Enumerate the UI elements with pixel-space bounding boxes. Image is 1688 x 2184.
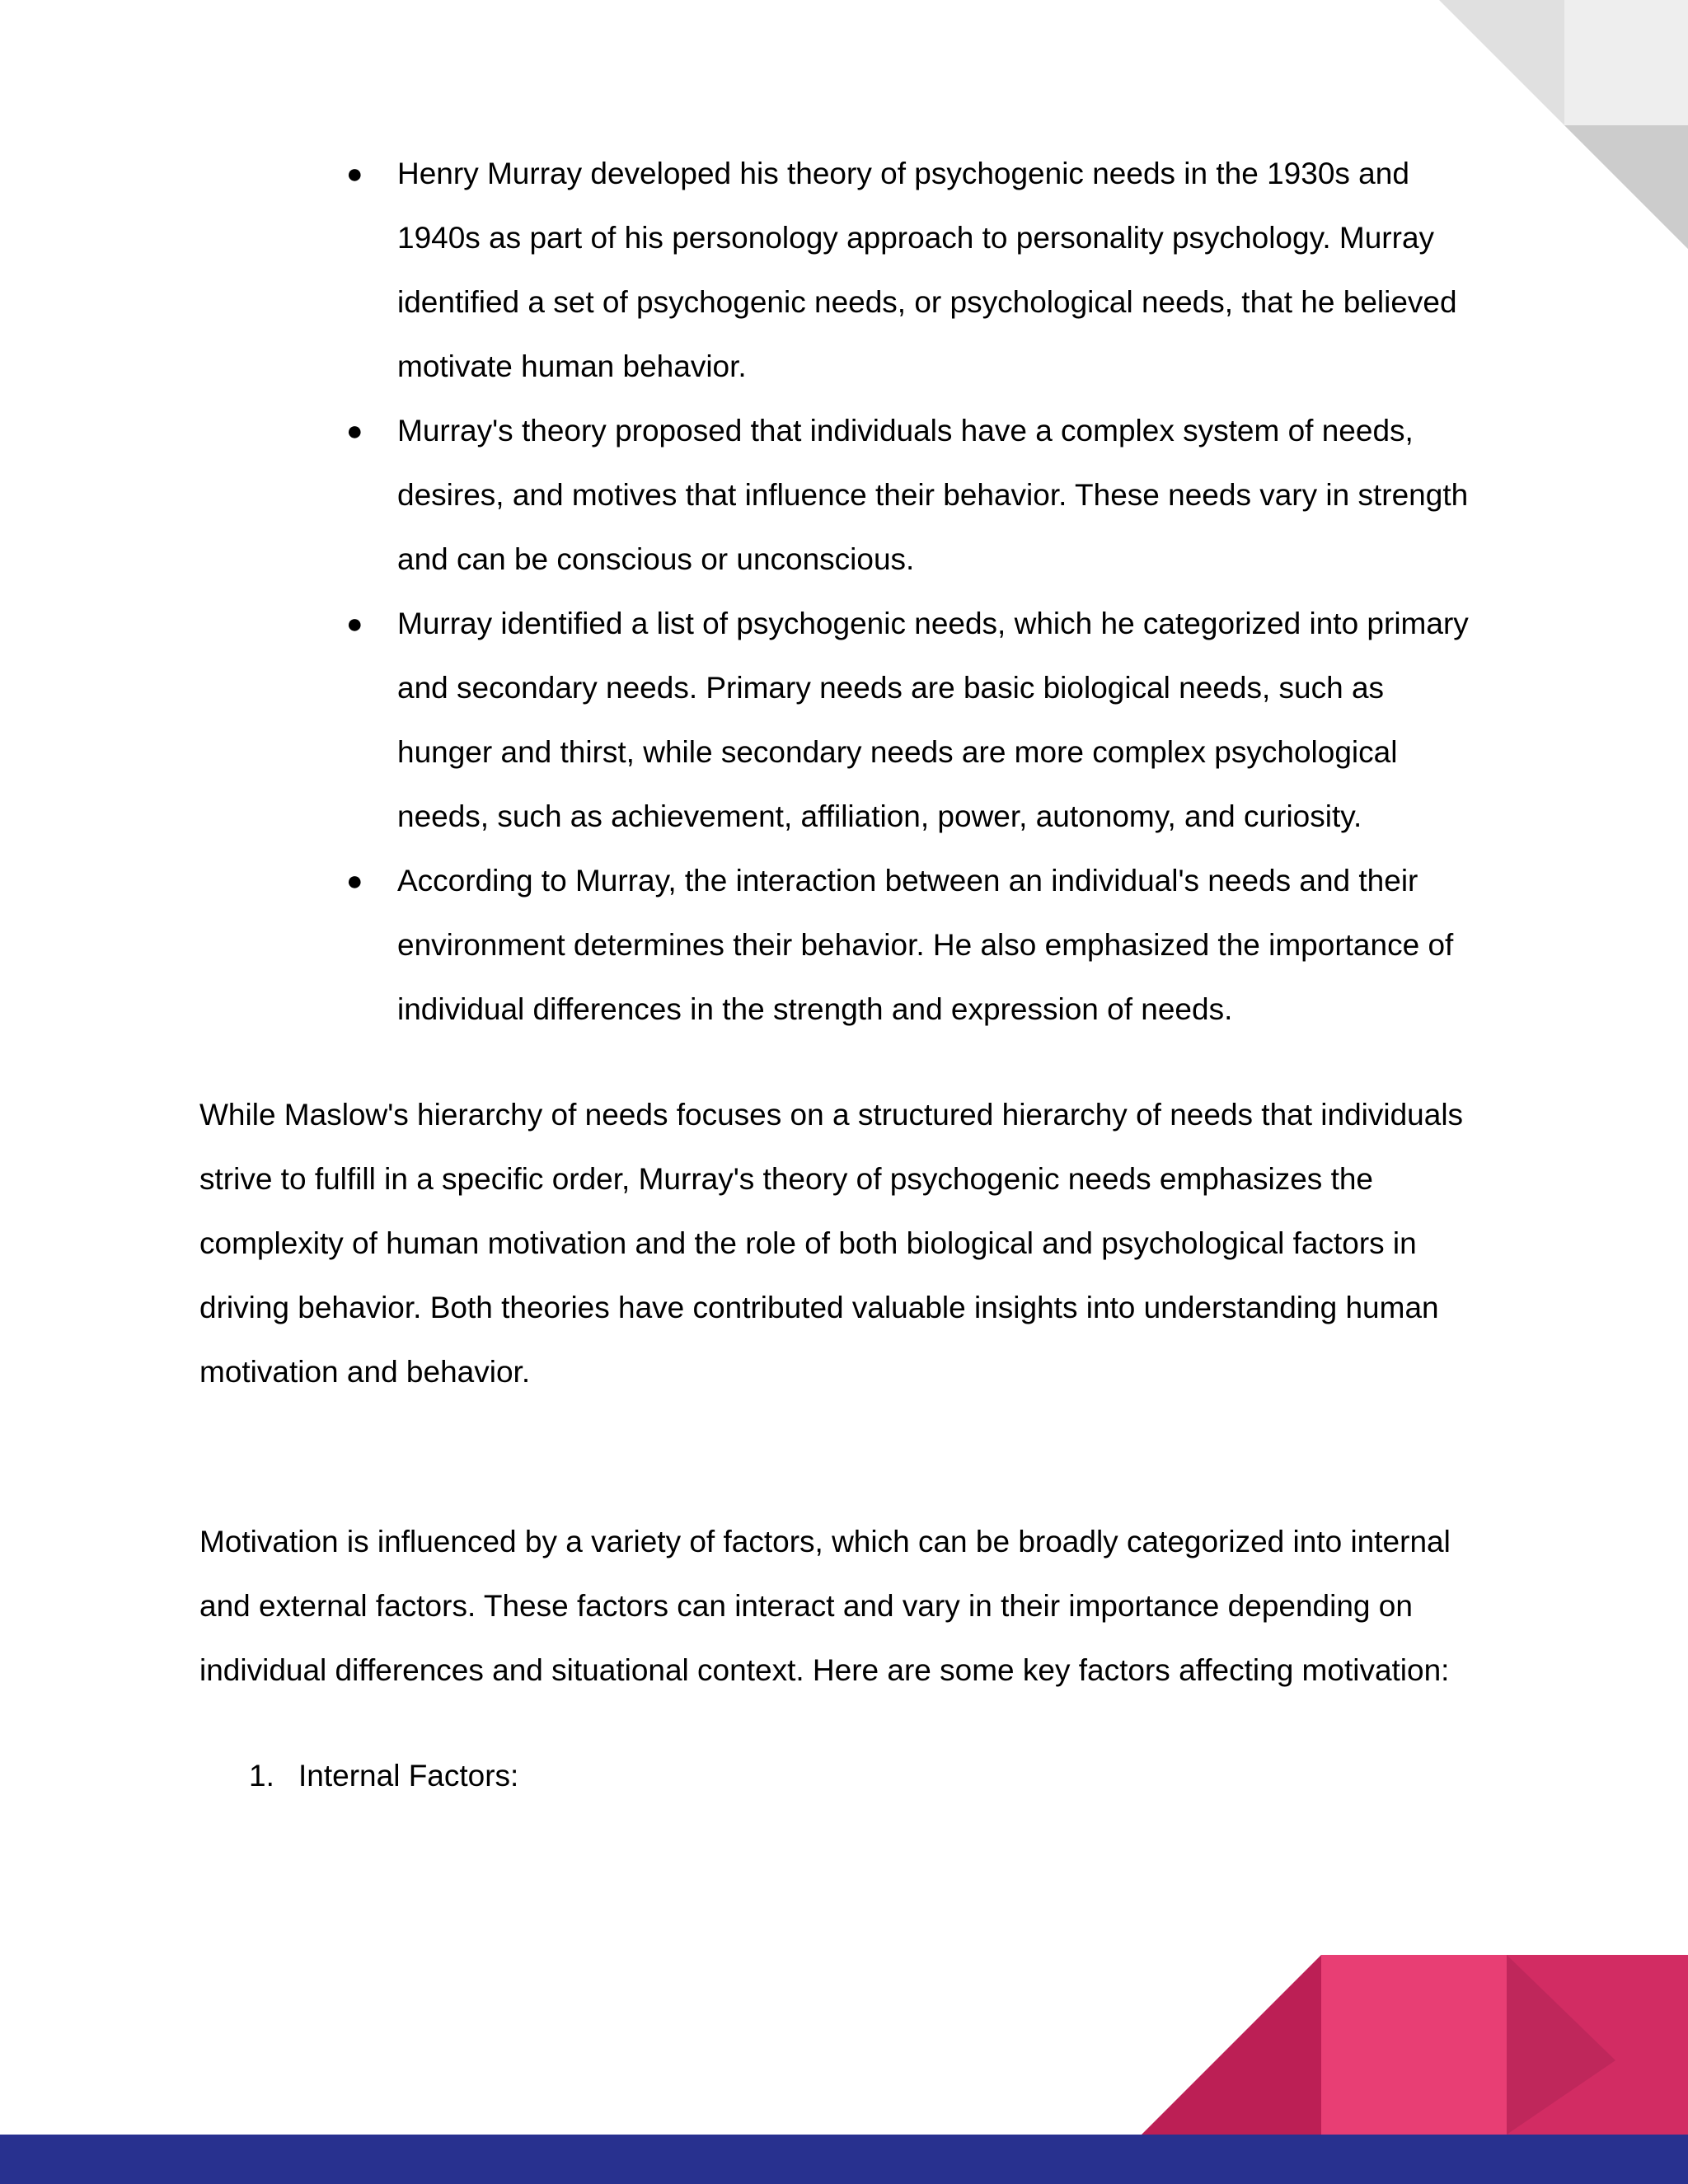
bullet-item <box>346 592 1485 849</box>
bullet-text: According to Murray, the interaction between an individual's needs and their environment determines their behavior. He also emphasized the importance of individual differences in the strength and expression of needs. <box>397 864 1454 1026</box>
corner-fold-dark <box>1564 125 1688 249</box>
ordered-list <box>199 1744 1485 1808</box>
bullet-text: Henry Murray developed his theory of psychogenic needs in the 1930s and 1940s as part of his personology approach to personality psychology. Murray identified a set of psychogenic needs, or psychological needs, that he believed motivate human behavior. <box>397 157 1457 383</box>
ordered-item-text: Internal Factors: <box>298 1759 519 1793</box>
bullet-glyph: ● <box>346 865 363 897</box>
footer-accent-dark-pink <box>1507 1955 1688 2135</box>
bullet-text: Murray identified a list of psychogenic needs, which he categorized into primary and secondary needs. Primary needs are basic biological needs, such as hunger and thirst, while secondary needs are more complex psychological needs, such as achievement, affiliation, power, autonomy, and curiosity. <box>397 607 1469 833</box>
bullet-glyph: ● <box>346 608 363 640</box>
footer-accent-pink <box>1321 1955 1507 2135</box>
document-body <box>199 142 1485 1808</box>
ordered-item-number: 1. <box>249 1759 274 1793</box>
footer-accent-crimson <box>1142 1955 1321 2135</box>
bullet-item <box>346 142 1485 399</box>
bullet-glyph: ● <box>346 415 363 447</box>
bullet-item <box>346 399 1485 592</box>
footer-accent-shadow <box>1507 1955 1615 2135</box>
bullet-text: Murray's theory proposed that individuals have a complex system of needs, desires, and motives that influence their behavior. These needs vary in strength and can be conscious or unconscious. <box>397 414 1469 576</box>
bullet-item <box>346 849 1485 1042</box>
bullet-list <box>199 142 1485 1042</box>
corner-fold-light <box>1564 0 1688 125</box>
paragraph-factors-intro: Motivation is influenced by a variety of factors, which can be broadly categorized into internal and external factors. These factors can interact and vary in their importance depending on individual differences and situational context. Here are some key factors affecting motivation: <box>199 1525 1451 1687</box>
footer-bar <box>0 2135 1688 2184</box>
ordered-item <box>249 1744 1485 1808</box>
bullet-glyph: ● <box>346 158 363 190</box>
paragraph-comparison: While Maslow's hierarchy of needs focuses on a structured hierarchy of needs that individuals strive to fulfill in a specific order, Murray's theory of psychogenic needs emphasizes the complexity of human motivation and the role of both biological and psychological factors in driving behavior. Both theories have contributed valuable insights into understanding human motivation and behavior. <box>199 1098 1464 1389</box>
